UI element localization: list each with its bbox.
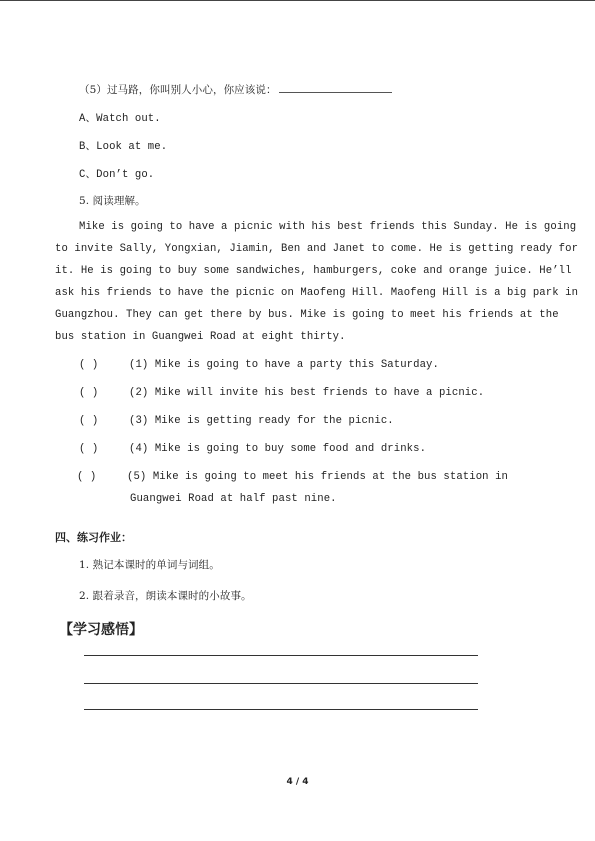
statement-text: (2) Mike will invite his best friends to have a picnic. bbox=[129, 387, 485, 399]
homework-item: 2. 跟着录音，朗读本课时的小故事。 bbox=[79, 590, 252, 602]
statement-text: (1) Mike is going to have a party this Saturday. bbox=[129, 359, 439, 371]
option-b: B、Look at me. bbox=[79, 141, 168, 153]
statement-3 bbox=[79, 415, 394, 427]
answer-parentheses[interactable]: ( ) bbox=[79, 359, 99, 371]
statement-5 bbox=[77, 471, 508, 483]
statement-2 bbox=[79, 387, 484, 399]
page-top-rule bbox=[0, 0, 595, 1]
passage-line: to invite Sally, Yongxian, Jiamin, Ben and Janet to come. He is getting ready for bbox=[55, 243, 579, 255]
question-5-prompt bbox=[79, 82, 392, 97]
page-number: 4 / 4 bbox=[286, 777, 309, 787]
statement-text: (5) Mike is going to meet his friends at the bus station in bbox=[127, 471, 508, 483]
passage-line: Guangzhou. They can get there by bus. Mike is going to meet his friends at the bbox=[55, 309, 559, 321]
question-5-text: （5）过马路，你叫别人小心，你应该说： bbox=[79, 84, 277, 96]
writing-line[interactable] bbox=[84, 683, 478, 684]
answer-parentheses[interactable]: ( ) bbox=[77, 471, 97, 483]
writing-line[interactable] bbox=[84, 709, 478, 710]
answer-parentheses[interactable]: ( ) bbox=[79, 443, 99, 455]
answer-parentheses[interactable]: ( ) bbox=[79, 387, 99, 399]
homework-heading: 四、练习作业： bbox=[55, 531, 132, 544]
reading-heading: 5. 阅读理解。 bbox=[79, 195, 146, 207]
statement-1 bbox=[79, 359, 439, 371]
option-a: A、Watch out. bbox=[79, 113, 161, 125]
statement-5-continuation: Guangwei Road at half past nine. bbox=[130, 493, 337, 505]
statement-text: (4) Mike is going to buy some food and drinks. bbox=[129, 443, 427, 455]
passage-line: ask his friends to have the picnic on Maofeng Hill. Maofeng Hill is a big park in bbox=[55, 287, 579, 299]
statement-4 bbox=[79, 443, 426, 455]
writing-line[interactable] bbox=[84, 655, 478, 656]
passage-line: Mike is going to have a picnic with his best friends this Sunday. He is going bbox=[79, 221, 577, 233]
homework-item: 1. 熟记本课时的单词与词组。 bbox=[79, 559, 220, 571]
option-c: C、Don’t go. bbox=[79, 169, 155, 181]
answer-blank[interactable] bbox=[279, 84, 392, 93]
answer-parentheses[interactable]: ( ) bbox=[79, 415, 99, 427]
passage-line: it. He is going to buy some sandwiches, hamburgers, coke and orange juice. He’ll bbox=[55, 265, 572, 277]
reflection-heading: 【学习感悟】 bbox=[59, 622, 143, 638]
statement-text: (3) Mike is getting ready for the picnic. bbox=[129, 415, 394, 427]
passage-line: bus station in Guangwei Road at eight thirty. bbox=[55, 331, 346, 343]
